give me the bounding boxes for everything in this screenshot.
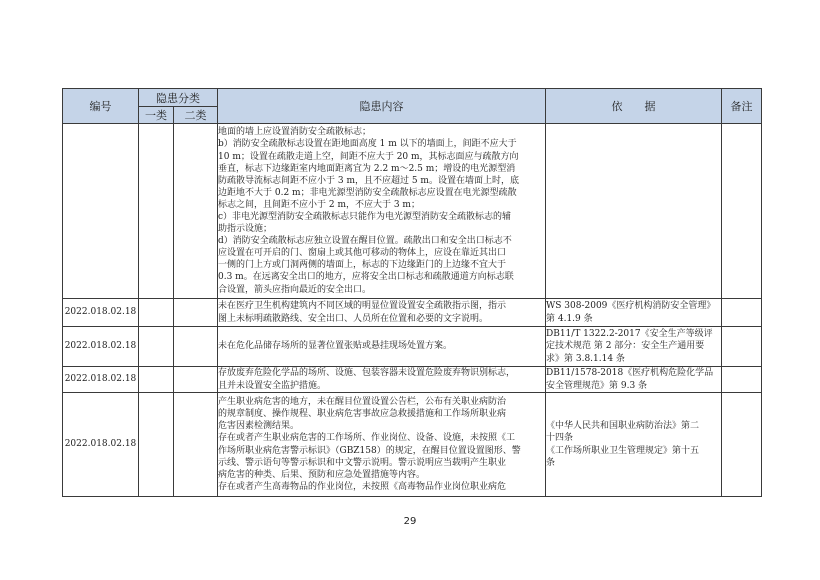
table-row [63,327,762,367]
content-line: 示线、警示语句等警示标识和中文警示说明。警示说明应当载明产生职业 [218,457,507,468]
content-line: 地面的墙上应设置消防安全疏散标志； [218,127,372,138]
content-cell [218,124,546,299]
remark-cell [722,367,762,393]
basis-line: 定技术规范 第 2 部分：安全生产通用要 [546,341,705,352]
content-line: 应设置在可开启的门、窗扇上或其他可移动的物体上，应设在靠近其出口 [218,248,507,259]
basis-line: 安全管理规范》第 9.3 条 [546,380,648,391]
content-line: 未在危化品储存场所的显著位置张贴或悬挂现场处置方案。 [218,341,453,352]
basis-cell [546,393,722,497]
content-line: 的规章制度、操作规程、职业病危害事故应急救援措施和工作场所职业病 [218,409,507,420]
content-cell [218,299,546,327]
basis-line: 《工作场所职业卫生管理规定》第十五 [546,445,700,456]
content-line: b）消防安全疏散标志设置在距地面高度 1 m 以下的墙面上，间距不应大于 [218,139,517,150]
col-header-cat-two: 二类 [174,107,218,124]
table-row [63,393,762,497]
content-line: 垂直，标志下边缘距室内地面距离宜为 2.2 m～2.5 m；增设的电光源型消 [218,163,516,174]
content-line: 标志之间，且间距不应小于 2 m，不应大于 3 m； [218,199,420,210]
basis-line: 第 4.1.9 条 [546,313,593,324]
col-header-code: 编号 [63,89,139,124]
cat-two-cell [174,327,218,367]
content-line: 产生职业病危害的地方，未在醒目位置设置公告栏，公布有关职业病防治 [218,397,507,408]
content-line: 作场所职业病危害警示标识》（GBZ158）的规定，在醒目位置设置图形、警 [218,445,521,456]
table-row [63,299,762,327]
basis-line: DB11/T 1322.2-2017《安全生产等级评 [546,329,713,340]
content-cell [218,393,546,497]
basis-line: 十四条 [546,433,574,444]
basis-cell [546,327,722,367]
content-line: 助指示设施； [218,224,273,235]
hazard-table [62,88,762,497]
remark-cell [722,327,762,367]
cat-two-cell [174,299,218,327]
cat-one-cell [139,327,174,367]
basis-line: WS 308-2009《医疗机构消防安全管理》 [546,301,716,312]
basis-cell [546,299,722,327]
table-row [63,124,762,299]
code-cell: 2022.018.02.18 [63,327,139,367]
content-line: 一侧的门上方或门洞两侧的墙面上，标志的下边缘距门的上边缘不宜大于 [218,260,507,271]
content-line: 0.3 m。在远离安全出口的地方，应将安全出口标志和疏散通道方向标志联 [218,272,514,283]
code-cell [63,124,139,299]
basis-line: 《中华人民共和国职业病防治法》第二 [546,421,700,432]
cat-one-cell [139,299,174,327]
code-cell: 2022.018.02.18 [63,299,139,327]
content-line: d）消防安全疏散标志应独立设置在醒目位置。疏散出口和安全出口标志不 [218,236,512,247]
basis-line: 条 [546,457,556,468]
cat-one-cell [139,124,174,299]
content-line: 存在或者产生职业病危害的工作场所、作业岗位、设备、设施，未按照《工 [218,433,516,444]
content-line: 病危害的种类、后果、预防和应急处置措施等内容。 [218,469,426,480]
remark-cell [722,393,762,497]
basis-line: 求》第 3.8.1.14 条 [546,353,625,364]
content-line: 防疏散导流标志间距不应小于 3 m，且不应超过 5 m。设置在墙面上时，底 [218,175,519,186]
content-cell [218,327,546,367]
col-header-cat-one: 一类 [139,107,174,124]
code-cell: 2022.018.02.18 [63,393,139,497]
col-header-category: 隐患分类 [139,89,218,107]
basis-line: DB11/1578-2018《医疗机构危险化学品 [546,368,714,379]
cat-one-cell [139,393,174,497]
cat-two-cell [174,367,218,393]
content-line: 边距地不大于 0.2 m；非电光源型消防安全疏散标志应设置在电光源型疏散 [218,187,517,198]
cat-one-cell [139,367,174,393]
col-header-remark: 备注 [722,89,762,124]
code-cell: 2022.018.02.18 [63,367,139,393]
col-header-basis: 依 据 [546,89,722,124]
content-line: 存在或者产生高毒物品的作业岗位，未按照《高毒物品作业岗位职业病危 [218,481,507,492]
col-header-content: 隐患内容 [218,89,546,124]
basis-cell [546,124,722,299]
cat-two-cell [174,124,218,299]
content-line: c）非电光源型消防安全疏散标志只能作为电光源型消防安全疏散标志的辅 [218,212,512,222]
content-line: 存放废弃危险化学品的场所、设施、包装容器未设置危险废弃物识别标志， [218,368,516,379]
table-row [63,367,762,393]
cat-two-cell [174,393,218,497]
content-cell [218,367,546,393]
basis-cell [546,367,722,393]
content-line: 10 m；设置在疏散走道上空，间距不应大于 20 m，其标志面应与疏散方向 [218,151,519,162]
remark-cell [722,299,762,327]
content-line: 危害因素检测结果。 [218,421,300,432]
content-line: 合设置，箭头应指向最近的安全出口。 [218,284,372,295]
content-line: 且并未设置安全监护措施。 [218,380,327,391]
content-line: 未在医疗卫生机构建筑内不同区域的明显位置设置安全疏散指示图，指示 [218,301,507,312]
remark-cell [722,124,762,299]
page-number: 29 [403,516,417,527]
content-line: 图上未标明疏散路线、安全出口、人员所在位置和必要的文字说明。 [218,313,489,324]
